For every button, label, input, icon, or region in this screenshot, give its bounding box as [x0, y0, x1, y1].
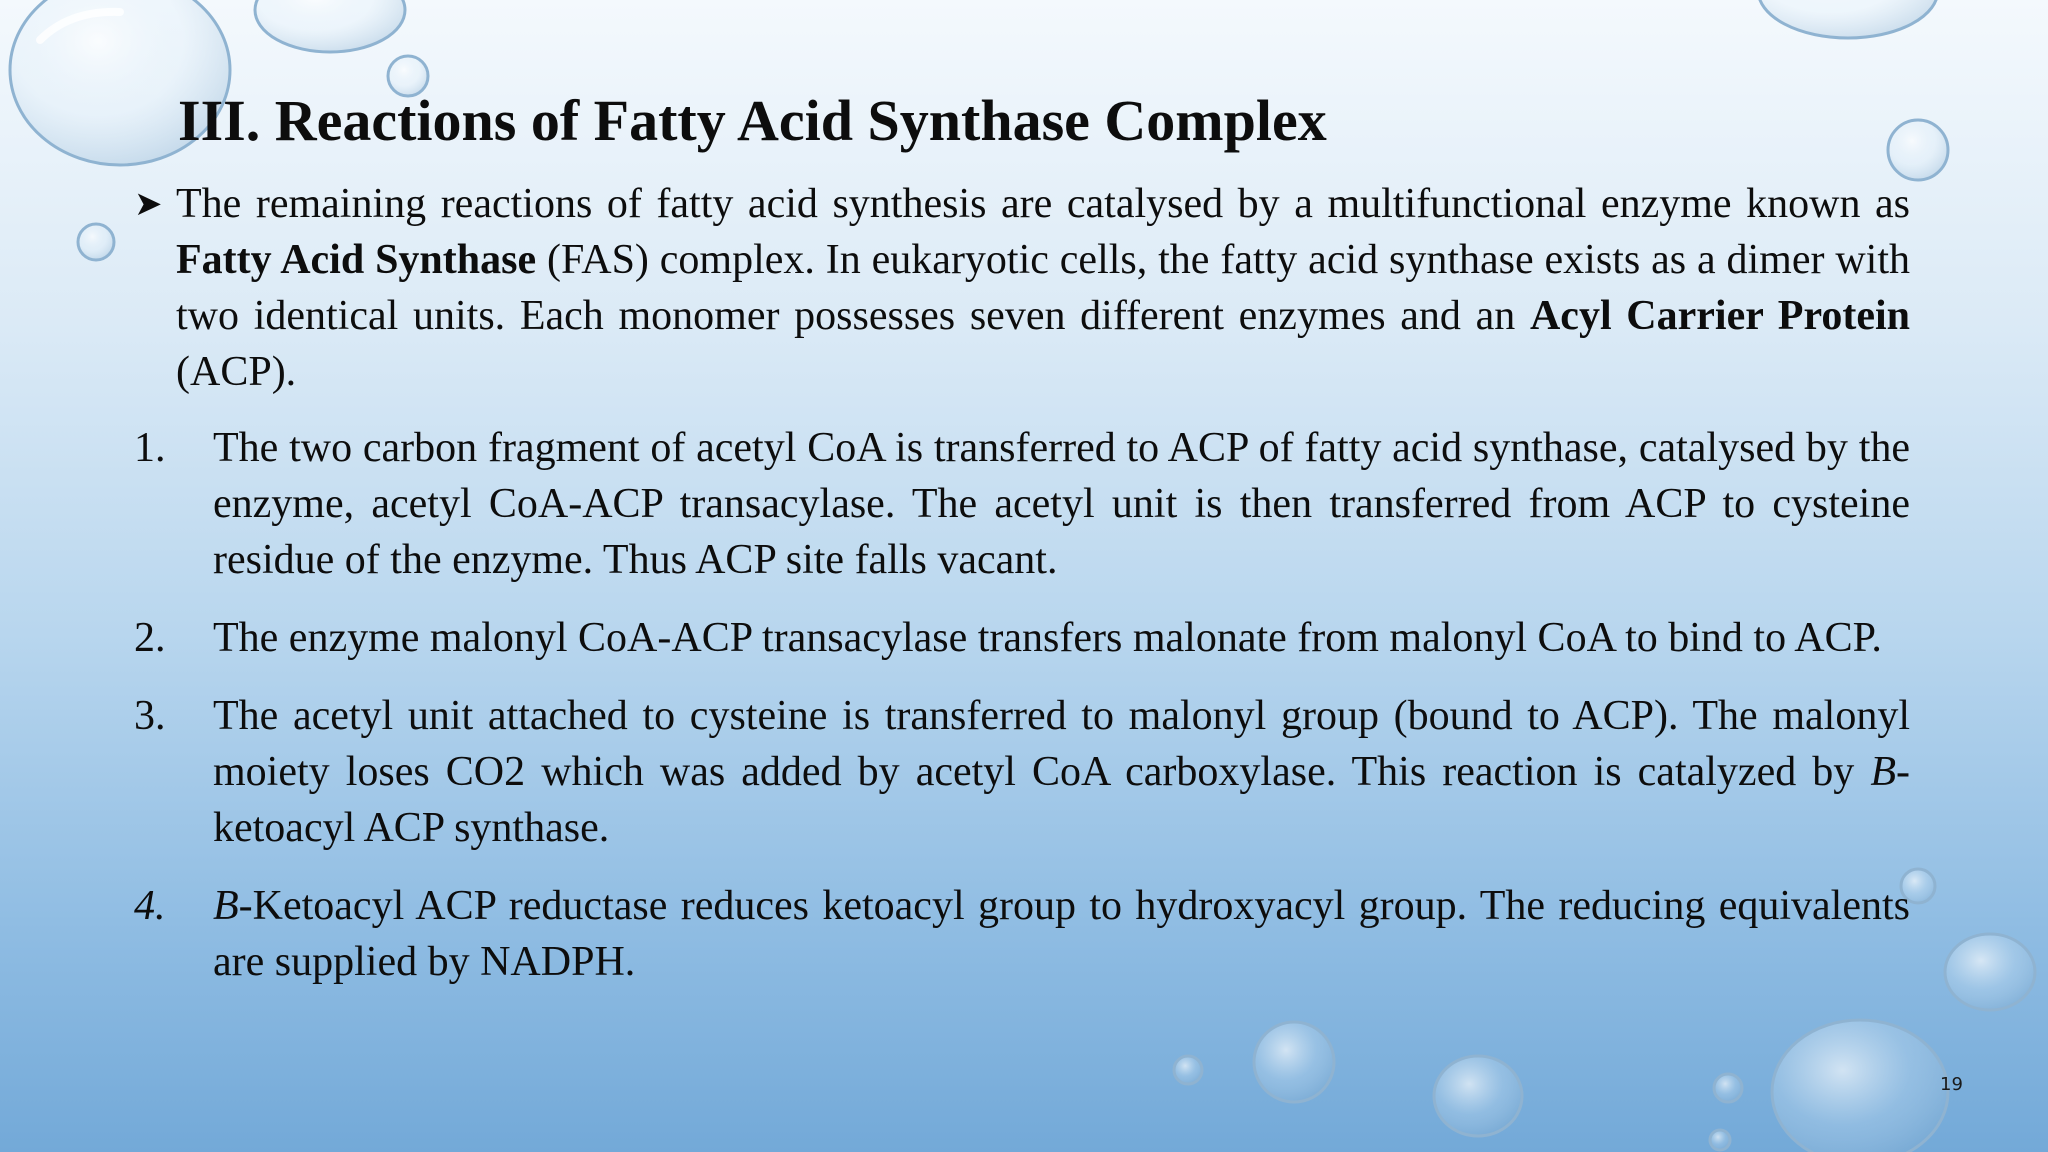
intro-bold-term: Fatty Acid Synthase — [176, 237, 537, 283]
water-drop-icon — [255, 0, 405, 52]
intro-paragraph — [176, 176, 1910, 400]
water-drop-icon — [1888, 120, 1948, 180]
list-item — [134, 878, 1910, 990]
list-item — [134, 610, 1910, 666]
water-drop-icon — [1254, 1022, 1334, 1102]
page-number: 19 — [1940, 1074, 1963, 1095]
intro-bold-term: Acyl Carrier Protein — [1529, 293, 1910, 339]
intro-text-part: The remaining reactions of fatty acid synthesis are catalysed by a multifunctional enzyme known as — [176, 181, 1910, 227]
slide-title: III. Reactions of Fatty Acid Synthase Complex — [178, 88, 1327, 153]
list-item-text: The two carbon fragment of acetyl CoA is transferred to ACP of fatty acid synthase, catalysed by the enzyme, acetyl CoA-ACP transacylase. The acetyl unit is then transferred from ACP to cysteine residue of the enzyme. Thus ACP site falls vacant. — [213, 425, 1910, 583]
list-item-text-part: -Ketoacyl ACP reductase reduces ketoacyl group to hydroxyacyl group. The reducing equivalents are supplied by NADPH. — [213, 883, 1910, 985]
intro-text-part: (FAS) complex. In eukaryotic cells, the fatty acid synthase exists as a dimer with two identical units. Each monomer possesses seven different enzymes and an — [176, 237, 1910, 339]
list-item-italic-term: B — [213, 883, 239, 929]
list-item — [134, 420, 1910, 588]
list-item-number: 3. — [134, 693, 166, 739]
list-item-number: 4. — [134, 883, 166, 929]
intro-text-part: (ACP). — [176, 349, 297, 395]
water-drop-icon — [1772, 1020, 1948, 1152]
intro-bullet — [134, 176, 1910, 400]
water-drop-icon — [1945, 934, 2035, 1010]
water-drop-icon — [78, 224, 114, 260]
water-drop-icon — [1758, 0, 1938, 38]
arrow-bullet-icon: ➤ — [134, 184, 163, 224]
list-item-text — [213, 688, 1910, 856]
water-drop-icon — [1174, 1056, 1202, 1084]
list-item-number: 1. — [134, 425, 166, 471]
list-item-number: 2. — [134, 615, 166, 661]
water-drop-icon — [1714, 1074, 1742, 1102]
list-item-text: The enzyme malonyl CoA-ACP transacylase transfers malonate from malonyl CoA to bind to ACP. — [213, 615, 1882, 661]
list-item-italic-term: B — [1870, 749, 1896, 795]
list-item-text-part: The acetyl unit attached to cysteine is transferred to malonyl group (bound to ACP). The malonyl moiety loses CO2 which was added by acetyl CoA carboxylase. This reaction is catalyzed by — [213, 693, 1910, 795]
reaction-list — [134, 420, 1910, 1012]
list-item-text — [213, 878, 1910, 990]
list-item — [134, 688, 1910, 856]
list-item-text-part: -ketoacyl ACP synthase. — [213, 749, 1910, 851]
water-drop-icon — [1710, 1130, 1730, 1150]
water-drop-icon — [1434, 1056, 1522, 1136]
